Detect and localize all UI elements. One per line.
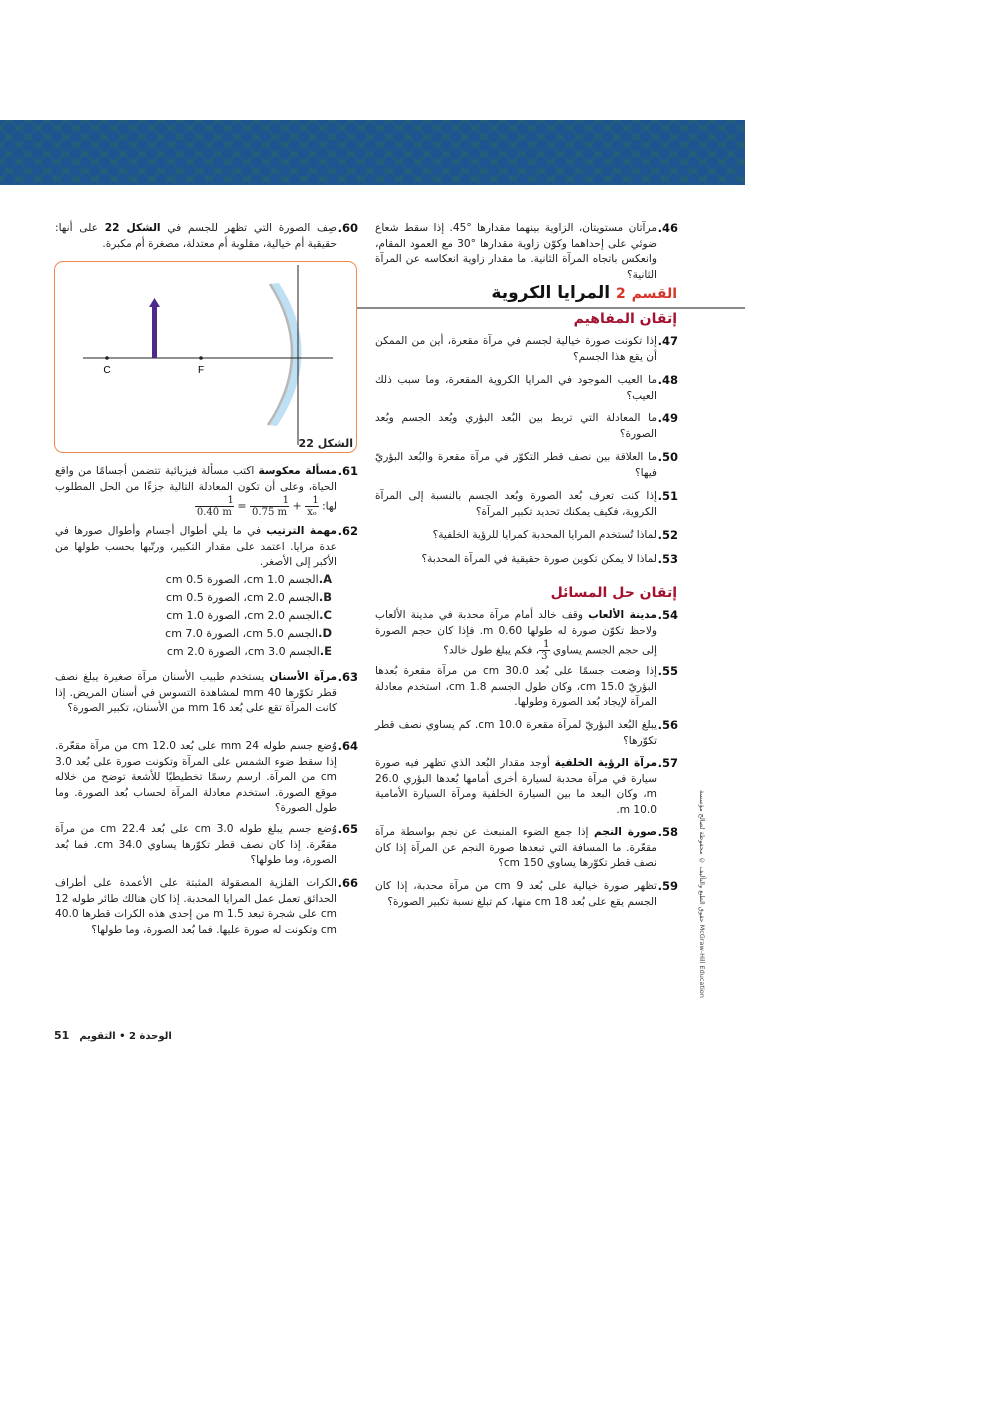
page-footer	[54, 1029, 172, 1042]
label-f: F	[197, 365, 205, 376]
question-48: 48. ما العيب الموجود في المرايا الكروية المقعرة، وما سبب ذلك العيب؟	[375, 373, 678, 402]
question-60: 60. صِف الصورة التي تظهر للجسم في الشكل 22 على أنها: حقيقية أم خيالية، مقلوبة أم معتدلة، مصغرة أم مكبرة.	[55, 221, 358, 250]
option-b: B.الجسم 2.0 cm، الصورة 0.5 cm	[165, 590, 332, 604]
convex-mirror-diagram	[55, 262, 356, 452]
question-47: 47. إذا تكونت صورة خيالية لجسم في مرآة مقعرة، أين من الممكن أن يقع هذا الجسم؟	[375, 334, 678, 363]
question-65: 65. وُضع جسم يبلغ طوله 3.0 cm على بُعد 22.4 cm من مرآة مقعّرة. إذا كان نصف قطر تكوّرها يساوي 34.0 cm. فما بُعد الصورة، وما طولها؟	[55, 822, 358, 866]
label-c: C	[103, 365, 111, 376]
fraction-one-third: $\frac{1}{3}$	[541, 639, 550, 662]
unit-label: الوحدة 2 • التقويم	[79, 1031, 172, 1042]
question-61: 61. مسألة معكوسة اكتب مسألة فيزيائية تتضمن أجسامًا من واقع الحياة، وعلى أن تكون المعادلة التالية جزءًا من الحل المطلوب لها: $\frac{1}{0.40 m}$ = $\frac{1}{0.75 m}$ + $\frac{1}{\text{xₒ}}$	[55, 464, 358, 518]
heading-problems: إتقان حل المسائل	[550, 585, 677, 601]
question-46: 46. مرآتان مستويتان، الزاوية بينهما مقدارها °45. إذا سقط شعاع ضوئي على إحداهما وكوّن زاوية مقدارها °30 مع العمود المقام، وانعكس باتجاه المرآة الثانية. ما مقدار زاوية انعكاسه عن المرآة الثانية؟	[375, 221, 678, 281]
option-e: E.الجسم 3.0 cm، الصورة 2.0 cm	[166, 644, 332, 658]
question-49: 49. ما المعادلة التي تربط بين البُعد البؤري وبُعد الجسم وبُعد الصورة؟	[375, 411, 678, 440]
question-56: 56. يبلغ البُعد البؤريّ لمرآة مقعرة 10.0 cm. كم يساوي نصف قطر تكوّرها؟	[375, 718, 678, 747]
question-57: 57. مرآة الرؤية الخلفية أوجد مقدار البُعد الذي تظهر فيه صورة سيارة في مرآة محدبة لسيارة أخرى أمامها بُعدها البؤري 26.0 m، وكان البعد ما بين السيارة الخلفية ومرآة السيارة الأمامية 10.0 m.	[375, 756, 678, 816]
option-d: D.الجسم 5.0 cm، الصورة 7.0 cm	[165, 626, 332, 640]
option-a: A.الجسم 1.0 cm، الصورة 0.5 cm	[165, 572, 332, 586]
question-52: 52. لماذا تُستخدم المرايا المحدبة كمرايا للرؤية الخلفية؟	[432, 528, 678, 542]
section-title: القسم 2 المرايا الكروية	[491, 283, 677, 303]
figure-22	[54, 261, 357, 453]
question-63: 63. مرآة الأسنان يستخدم طبيب الأسنان مرآة صغيرة يبلغ نصف قطر تكوّرها 40 mm لمشاهدة التسوس في أسنان المريض. إذا كانت المرآة تقع على بُعد 16 mm من الأسنان، تكبير الصورة؟	[55, 670, 358, 714]
question-55: 55. إذا وضعت جسمًا على بُعد 30.0 cm من مرآة مقعرة بُعدها البؤريّ 15.0 cm، وكان طول الجسم 1.8 cm، استخدم معادلة المرآة لإيجاد بُعد الصورة وطولها.	[375, 664, 678, 708]
question-50: 50. ما العلاقة بين نصف قطر التكوّر في مرآة مقعرة والبُعد البؤريّ فيها؟	[375, 450, 678, 479]
question-59: 59. تظهر صورة خيالية على بُعد 9 cm من مرآة محدبة، إذا كان الجسم يقع على بُعد 18 cm منها، كم تبلغ نسبة تكبير الصورة؟	[375, 879, 678, 908]
question-66: 66. الكرات الفلزية المصقولة المثبتة على الأعمدة على أطراف الحدائق تعمل عمل المرايا المحدبة. إذا كان هنالك طائر طوله 12 cm على شجرة تبعد 1.5 m من إحدى هذه الكرات قطرها 40.0 cm وتكونت له صورة عليها. فما بُعد الصورة، وما طولها؟	[55, 876, 358, 936]
question-64: 64. وُضع جسم طوله 24 mm على بُعد 12.0 cm من مرآة مقعّرة. إذا سقط ضوء الشمس على المرآة وتكونت صورة على بُعد 3.0 cm من المرآة. ارسم رسمًا تخطيطيًا للأشعة توضح من خلاله موقع الصورة. استخدم معادلة المرآة لحساب بُعد الصورة. وما طول الصورة؟	[55, 739, 358, 814]
object-arrow-head	[149, 298, 160, 307]
section-divider	[357, 307, 745, 309]
question-58: 58. صورة النجم إذا جمع الضوء المنبعث عن نجم بواسطة مرآة مقعّرة. ما المسافة التي تبعدها صورة النجم عن المرآة إذا كان نصف قطر تكوّرها يساوي 150 cm؟	[375, 825, 678, 869]
heading-concepts: إتقان المفاهيم	[573, 311, 677, 327]
option-c: C.الجسم 2.0 cm، الصورة 1.0 cm	[166, 608, 332, 622]
question-62: 62. مهمة الترتيب في ما يلي أطوال أجسام وأطوال صورها في عدة مرايا. اعتمد على مقدار التكبير، ورتّبها بحسب طولها من الأكبر إلى الأصغر.	[55, 524, 358, 568]
figure-label: الشكل 22	[298, 437, 353, 450]
copyright-notice: حقوق الطبع والتأليف © محفوظة لصالح مؤسسة McGraw-Hill Education	[698, 790, 706, 998]
point-f	[199, 356, 203, 360]
question-54: 54. مدينة الألعاب وقف خالد أمام مرآة محدبة في مدينة الألعاب ولاحظ تكوّن صورة له طولها 0.60 m. فإذا كان حجم الصورة إلى حجم الجسم يساوي $\frac{1}{3}$ ، فكم يبلغ طول خالد؟	[375, 608, 678, 662]
mirror-shape	[268, 283, 302, 426]
question-51: 51. إذا كنت تعرف بُعد الصورة وبُعد الجسم بالنسبة إلى المرآة الكروية، فكيف يمكنك تحديد تكبير المرآة؟	[375, 489, 678, 518]
question-53: 53. لماذا لا يمكن تكوين صورة حقيقية في المرآة المحدبة؟	[421, 552, 678, 566]
mirror-equation: $\frac{1}{0.40 m}$ = $\frac{1}{0.75 m}$ + $\frac{1}{\text{xₒ}}$	[196, 495, 319, 518]
header-banner	[0, 120, 745, 185]
page-number: 51	[54, 1029, 70, 1042]
object-arrow	[152, 306, 157, 358]
point-c	[105, 356, 109, 360]
